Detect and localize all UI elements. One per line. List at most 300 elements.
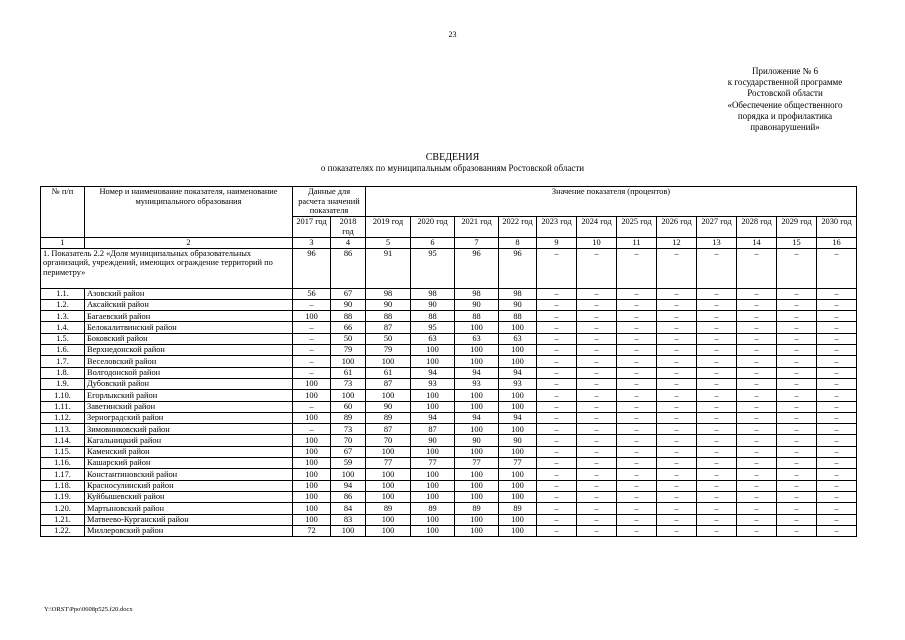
row-value: 100: [331, 525, 366, 536]
row-value-empty: –: [817, 446, 857, 457]
header-year: 2027 год: [697, 217, 737, 238]
table-row: [41, 378, 857, 389]
row-value-empty: –: [697, 424, 737, 435]
row-value-empty: –: [617, 424, 657, 435]
row-value: 100: [366, 514, 411, 525]
row-value: 88: [411, 311, 455, 322]
row-value: 87: [366, 424, 411, 435]
header-name: Номер и наименование показателя, наименование муниципального образования: [85, 187, 293, 238]
row-value-empty: –: [657, 356, 697, 367]
row-value: 100: [499, 345, 537, 356]
row-value-empty: –: [777, 390, 817, 401]
row-value: 94: [499, 412, 537, 423]
row-value: 89: [366, 412, 411, 423]
row-value-empty: –: [777, 333, 817, 344]
row-value-empty: –: [737, 311, 777, 322]
row-value-empty: –: [737, 401, 777, 412]
header-year: 2024 год: [577, 217, 617, 238]
row-value: –: [293, 322, 331, 333]
municipality-name: Аксайский район: [85, 299, 293, 310]
row-value-empty: –: [617, 469, 657, 480]
row-value-empty: –: [617, 322, 657, 333]
row-value: 63: [499, 333, 537, 344]
row-value-empty: –: [817, 458, 857, 469]
indicator-value: 96: [293, 248, 331, 288]
row-value-empty: –: [537, 480, 577, 491]
header-year: 2022 год: [499, 217, 537, 238]
municipality-name: Веселовский район: [85, 356, 293, 367]
row-value-empty: –: [817, 333, 857, 344]
municipality-name: Белокалитвинский район: [85, 322, 293, 333]
row-value: 61: [331, 367, 366, 378]
header-year: 2028 год: [737, 217, 777, 238]
row-value-empty: –: [617, 356, 657, 367]
row-value: 100: [411, 491, 455, 502]
row-value-empty: –: [577, 288, 617, 299]
row-value: 79: [331, 345, 366, 356]
row-value: 88: [366, 311, 411, 322]
row-number: 1.1.: [41, 288, 85, 299]
row-value-empty: –: [817, 345, 857, 356]
row-value-empty: –: [697, 345, 737, 356]
appendix-line: Ростовской области: [747, 88, 823, 99]
municipality-name: Багаевский район: [85, 311, 293, 322]
row-value-empty: –: [777, 378, 817, 389]
row-value-empty: –: [697, 378, 737, 389]
row-value-empty: –: [657, 345, 697, 356]
table-row: [41, 412, 857, 423]
row-value-empty: –: [817, 299, 857, 310]
row-number: 1.5.: [41, 333, 85, 344]
row-value-empty: –: [817, 525, 857, 536]
row-value-empty: –: [777, 525, 817, 536]
row-number: 1.3.: [41, 311, 85, 322]
row-value-empty: –: [537, 288, 577, 299]
row-value-empty: –: [657, 424, 697, 435]
row-value: 89: [499, 503, 537, 514]
row-value-empty: –: [617, 446, 657, 457]
row-value-empty: –: [817, 356, 857, 367]
row-value-empty: –: [777, 435, 817, 446]
appendix-line: порядка и профилактика: [737, 110, 833, 121]
indicator-value: –: [577, 248, 617, 288]
row-value-empty: –: [777, 345, 817, 356]
row-value: 100: [366, 446, 411, 457]
row-value-empty: –: [577, 503, 617, 514]
table-row: [41, 356, 857, 367]
row-value-empty: –: [537, 401, 577, 412]
row-value-empty: –: [817, 390, 857, 401]
column-number: 3: [293, 238, 331, 249]
row-value-empty: –: [777, 322, 817, 333]
row-number: 1.11.: [41, 401, 85, 412]
column-number: 7: [455, 238, 499, 249]
row-value-empty: –: [537, 299, 577, 310]
row-value-empty: –: [617, 345, 657, 356]
row-value-empty: –: [537, 514, 577, 525]
row-value: 87: [366, 378, 411, 389]
row-value-empty: –: [817, 514, 857, 525]
row-value: 90: [455, 299, 499, 310]
row-value-empty: –: [737, 480, 777, 491]
row-value-empty: –: [737, 356, 777, 367]
row-value: 89: [331, 412, 366, 423]
row-value-empty: –: [617, 435, 657, 446]
row-value: 100: [455, 469, 499, 480]
row-value: 90: [499, 435, 537, 446]
row-value-empty: –: [537, 311, 577, 322]
row-value-empty: –: [537, 378, 577, 389]
table-row: [41, 503, 857, 514]
row-value-empty: –: [577, 356, 617, 367]
row-value-empty: –: [737, 514, 777, 525]
row-value-empty: –: [777, 469, 817, 480]
row-value: 84: [331, 503, 366, 514]
row-value-empty: –: [657, 491, 697, 502]
row-value: 100: [455, 401, 499, 412]
row-value-empty: –: [617, 333, 657, 344]
row-value: 100: [293, 378, 331, 389]
appendix-line: к государственной программе: [727, 77, 843, 88]
row-value-empty: –: [777, 367, 817, 378]
row-value-empty: –: [737, 333, 777, 344]
table-row: [41, 390, 857, 401]
row-value: 94: [411, 412, 455, 423]
header-year: 2020 год: [411, 217, 455, 238]
row-value-empty: –: [617, 311, 657, 322]
row-value: 73: [331, 424, 366, 435]
row-value: 100: [293, 390, 331, 401]
row-value-empty: –: [577, 367, 617, 378]
table-row: [41, 345, 857, 356]
row-value-empty: –: [777, 424, 817, 435]
row-value-empty: –: [617, 458, 657, 469]
indicator-value: 86: [331, 248, 366, 288]
row-value-empty: –: [577, 525, 617, 536]
row-value: 98: [455, 288, 499, 299]
row-value: 56: [293, 288, 331, 299]
row-value-empty: –: [697, 458, 737, 469]
row-value: 100: [366, 480, 411, 491]
header-calc: Данные для расчета значений показателя: [293, 187, 366, 217]
indicator-value: 95: [411, 248, 455, 288]
appendix-line: «Обеспечение общественного: [727, 99, 843, 110]
table-row: [41, 311, 857, 322]
row-value-empty: –: [617, 401, 657, 412]
row-value-empty: –: [777, 401, 817, 412]
row-value-empty: –: [777, 458, 817, 469]
row-value: 100: [331, 390, 366, 401]
row-value-empty: –: [817, 367, 857, 378]
row-value: 95: [411, 322, 455, 333]
row-value-empty: –: [697, 356, 737, 367]
row-value-empty: –: [537, 333, 577, 344]
row-value-empty: –: [577, 480, 617, 491]
row-value-empty: –: [657, 525, 697, 536]
row-value-empty: –: [697, 401, 737, 412]
row-value-empty: –: [737, 491, 777, 502]
indicator-value: –: [617, 248, 657, 288]
row-value: 100: [411, 345, 455, 356]
municipality-name: Боковский район: [85, 333, 293, 344]
document-title: [0, 152, 905, 174]
row-value-empty: –: [777, 412, 817, 423]
file-path: Y:\ORST\Ppo\0608p525.f20.docx: [44, 606, 133, 613]
row-value: 67: [331, 446, 366, 457]
row-number: 1.17.: [41, 469, 85, 480]
row-value-empty: –: [657, 480, 697, 491]
row-value-empty: –: [537, 390, 577, 401]
row-value-empty: –: [817, 503, 857, 514]
row-value-empty: –: [737, 378, 777, 389]
row-value: 94: [455, 367, 499, 378]
column-number: 2: [85, 238, 293, 249]
municipality-name: Красносулинский район: [85, 480, 293, 491]
row-value: 100: [499, 491, 537, 502]
indicator-value: 96: [499, 248, 537, 288]
row-value-empty: –: [737, 412, 777, 423]
row-value-empty: –: [657, 333, 697, 344]
row-value: 66: [331, 322, 366, 333]
row-value-empty: –: [617, 412, 657, 423]
row-value-empty: –: [617, 390, 657, 401]
row-value-empty: –: [657, 288, 697, 299]
appendix-line: правонарушений»: [750, 122, 820, 133]
column-number: 1: [41, 238, 85, 249]
row-value: 100: [411, 356, 455, 367]
row-value-empty: –: [697, 390, 737, 401]
row-value: 60: [331, 401, 366, 412]
row-value: –: [293, 401, 331, 412]
indicator-value: –: [697, 248, 737, 288]
row-value: 93: [499, 378, 537, 389]
row-value: 100: [455, 345, 499, 356]
row-value: 100: [366, 491, 411, 502]
column-number: 5: [366, 238, 411, 249]
row-value: 88: [455, 311, 499, 322]
row-number: 1.10.: [41, 390, 85, 401]
row-value: 100: [293, 469, 331, 480]
row-value: 100: [455, 424, 499, 435]
row-value-empty: –: [817, 435, 857, 446]
header-year: 2023 год: [537, 217, 577, 238]
row-value-empty: –: [657, 367, 697, 378]
row-value-empty: –: [577, 333, 617, 344]
row-value-empty: –: [577, 446, 617, 457]
row-value: 100: [499, 469, 537, 480]
title-main: СВЕДЕНИЯ: [425, 152, 480, 163]
table-row: [41, 299, 857, 310]
row-value: 100: [411, 514, 455, 525]
row-value-empty: –: [657, 514, 697, 525]
row-value: 90: [411, 435, 455, 446]
row-value-empty: –: [697, 525, 737, 536]
row-value-empty: –: [577, 378, 617, 389]
row-value: 90: [455, 435, 499, 446]
row-value-empty: –: [537, 424, 577, 435]
row-value-empty: –: [697, 446, 737, 457]
header-num: № п/п: [41, 187, 85, 238]
row-value-empty: –: [817, 491, 857, 502]
row-value-empty: –: [737, 525, 777, 536]
row-value-empty: –: [777, 299, 817, 310]
row-number: 1.13.: [41, 424, 85, 435]
row-value: 94: [411, 367, 455, 378]
row-value: 100: [411, 469, 455, 480]
row-number: 1.20.: [41, 503, 85, 514]
row-number: 1.21.: [41, 514, 85, 525]
row-value-empty: –: [697, 480, 737, 491]
header-year: 2021 год: [455, 217, 499, 238]
row-value: 50: [366, 333, 411, 344]
table-row: [41, 525, 857, 536]
row-number: 1.2.: [41, 299, 85, 310]
table-row: [41, 288, 857, 299]
indicator-value: 96: [455, 248, 499, 288]
row-value-empty: –: [777, 503, 817, 514]
row-value: 100: [411, 390, 455, 401]
row-value: –: [293, 424, 331, 435]
row-value-empty: –: [817, 469, 857, 480]
municipality-name: Куйбышевский район: [85, 491, 293, 502]
table-row: [41, 469, 857, 480]
row-value-empty: –: [577, 424, 617, 435]
row-value-empty: –: [657, 469, 697, 480]
row-value-empty: –: [777, 514, 817, 525]
row-value-empty: –: [817, 311, 857, 322]
header-year: 2030 год: [817, 217, 857, 238]
row-number: 1.15.: [41, 446, 85, 457]
row-value: 50: [331, 333, 366, 344]
row-value-empty: –: [657, 311, 697, 322]
row-value: 59: [331, 458, 366, 469]
row-value-empty: –: [617, 378, 657, 389]
row-value-empty: –: [537, 458, 577, 469]
row-value-empty: –: [817, 378, 857, 389]
row-value: 87: [411, 424, 455, 435]
row-value-empty: –: [537, 469, 577, 480]
municipality-name: Заветинский район: [85, 401, 293, 412]
row-value: 100: [499, 356, 537, 367]
header-year: 2026 год: [657, 217, 697, 238]
row-value: 100: [366, 390, 411, 401]
column-number: 12: [657, 238, 697, 249]
row-value-empty: –: [537, 356, 577, 367]
indicator-value: –: [537, 248, 577, 288]
row-value-empty: –: [537, 503, 577, 514]
row-value-empty: –: [537, 322, 577, 333]
row-value-empty: –: [657, 378, 697, 389]
row-value-empty: –: [697, 367, 737, 378]
column-number: 11: [617, 238, 657, 249]
row-value: –: [293, 345, 331, 356]
row-value-empty: –: [697, 288, 737, 299]
row-value-empty: –: [537, 435, 577, 446]
row-value: 79: [366, 345, 411, 356]
municipality-name: Кагальницкий район: [85, 435, 293, 446]
table-row: [41, 446, 857, 457]
row-value: 100: [455, 322, 499, 333]
row-value: –: [293, 356, 331, 367]
row-value: 100: [499, 424, 537, 435]
header-year: 2017 год: [293, 217, 331, 238]
table-row: [41, 367, 857, 378]
column-number: 15: [777, 238, 817, 249]
row-value: 100: [293, 503, 331, 514]
row-number: 1.9.: [41, 378, 85, 389]
row-value: 100: [499, 480, 537, 491]
appendix-line: Приложение № 6: [752, 66, 818, 76]
row-number: 1.18.: [41, 480, 85, 491]
row-value: 100: [293, 514, 331, 525]
municipality-name: Дубовский район: [85, 378, 293, 389]
row-value: 100: [366, 356, 411, 367]
row-value-empty: –: [697, 469, 737, 480]
table-row: [41, 458, 857, 469]
row-value-empty: –: [817, 288, 857, 299]
row-value: 89: [455, 503, 499, 514]
row-value: 77: [499, 458, 537, 469]
municipality-name: Кашарский район: [85, 458, 293, 469]
row-value: 100: [411, 480, 455, 491]
row-value: 87: [366, 322, 411, 333]
row-value: 88: [331, 311, 366, 322]
row-value-empty: –: [697, 514, 737, 525]
table-row: [41, 424, 857, 435]
row-value-empty: –: [737, 446, 777, 457]
row-value-empty: –: [537, 446, 577, 457]
row-value: 94: [499, 367, 537, 378]
row-value-empty: –: [697, 412, 737, 423]
row-value: 100: [499, 401, 537, 412]
row-value-empty: –: [657, 458, 697, 469]
row-value-empty: –: [657, 401, 697, 412]
header-year: 2018 год: [331, 217, 366, 238]
row-value-empty: –: [737, 345, 777, 356]
row-value-empty: –: [817, 480, 857, 491]
row-value: 89: [366, 503, 411, 514]
row-value-empty: –: [617, 367, 657, 378]
row-value: 100: [455, 514, 499, 525]
row-value-empty: –: [657, 446, 697, 457]
row-value-empty: –: [617, 288, 657, 299]
row-value: 88: [499, 311, 537, 322]
row-number: 1.6.: [41, 345, 85, 356]
row-value-empty: –: [777, 288, 817, 299]
row-value: 100: [455, 491, 499, 502]
indicator-value: –: [657, 248, 697, 288]
municipality-name: Каменский район: [85, 446, 293, 457]
row-value: 90: [366, 299, 411, 310]
row-value: 67: [331, 288, 366, 299]
row-value: 100: [331, 469, 366, 480]
row-value-empty: –: [737, 367, 777, 378]
row-value-empty: –: [577, 390, 617, 401]
row-value-empty: –: [817, 424, 857, 435]
header-value: Значение показателя (процентов): [366, 187, 857, 217]
row-value: 100: [293, 458, 331, 469]
column-number: 8: [499, 238, 537, 249]
row-value: 93: [411, 378, 455, 389]
row-value-empty: –: [537, 345, 577, 356]
row-value-empty: –: [697, 435, 737, 446]
row-value: 63: [411, 333, 455, 344]
row-value: 98: [366, 288, 411, 299]
row-value: 98: [499, 288, 537, 299]
row-value: 73: [331, 378, 366, 389]
row-value: 100: [293, 491, 331, 502]
row-value: 90: [499, 299, 537, 310]
